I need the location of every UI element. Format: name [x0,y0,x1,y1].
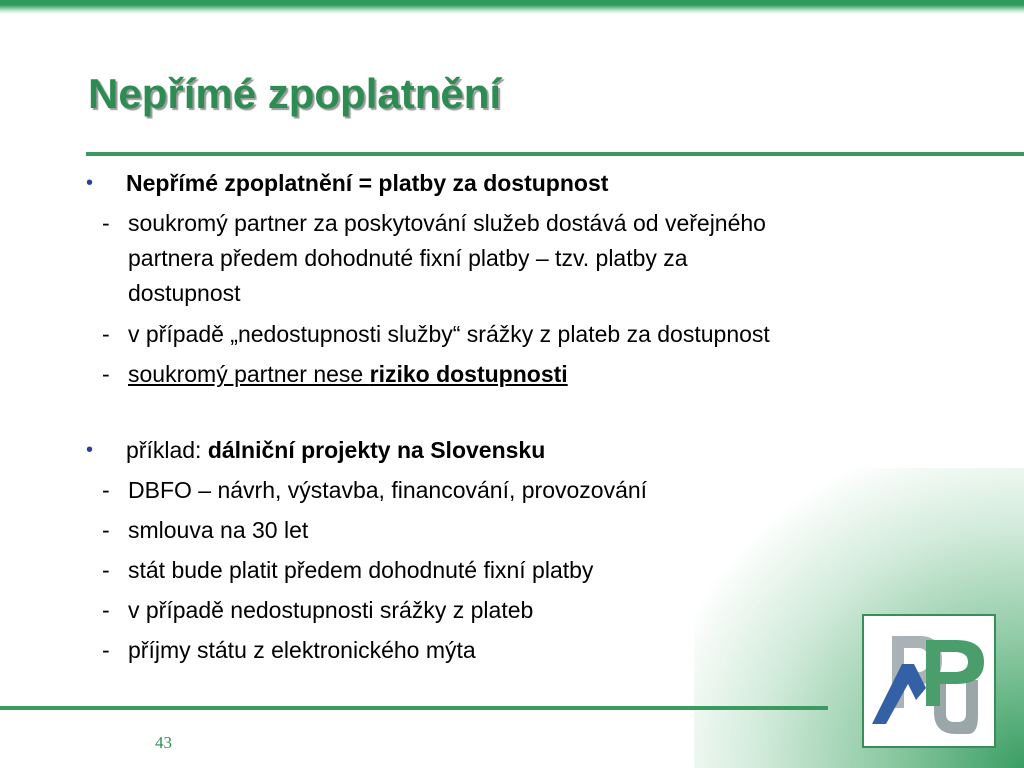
logo-graphic [864,616,994,746]
top-band [0,0,1024,14]
sub-item-text: DBFO – návrh, výstavba, financování, provozování [128,477,648,503]
sub-item [86,473,946,507]
sub-item-line: dostupnost [128,280,241,306]
sub-item-text [128,361,568,387]
slide-title: Nepřímé zpoplatnění [88,70,502,117]
sub-item-text: stát bude platit předem dohodnuté fixní platby [128,557,594,583]
footer-divider [0,706,828,710]
bullet-1-text: Nepřímé zpoplatnění = platby za dostupnost [126,170,609,196]
sub-item [86,553,946,587]
bullet-2 [86,433,946,467]
sub-item-text: smlouva na 30 let [128,517,309,543]
sub-item-bold: riziko dostupnosti [369,361,568,387]
sub-item [86,357,946,391]
sub-item [86,593,946,627]
sub-item-text: příjmy státu z elektronického mýta [128,637,476,663]
dash-icon: - [102,361,110,387]
page-number: 43 [155,733,172,752]
sub-item [86,513,946,547]
dash-icon: - [102,637,110,663]
sub-item-text [128,210,766,306]
bullet-1 [86,166,946,200]
dash-icon: - [102,557,110,583]
dash-icon: - [102,210,110,236]
dash-icon: - [102,477,110,503]
dash-icon: - [102,321,110,347]
title-divider [86,152,1024,156]
dash-icon: - [102,517,110,543]
sub-item-text: v případě „nedostupnosti služby“ srážky z plateb za dostupnost [128,321,770,347]
slide-content [86,166,946,667]
bullet-icon: • [86,172,94,194]
sub-item [86,206,946,311]
bullet-icon: • [86,439,94,461]
sub-item [86,633,946,667]
sub-item-line: partnera předem dohodnuté fixní platby – tzv. platby za [128,245,688,271]
sub-item-text: v případě nedostupnosti srážky z plateb [128,597,534,623]
app-logo-icon [862,614,996,748]
spacer [86,391,946,421]
bullet-2-prefix: příklad: [126,437,208,463]
bullet-2-bold: dálniční projekty na Slovensku [207,437,546,463]
sub-item-plain: soukromý partner nese [128,361,370,387]
sub-item [86,317,946,351]
dash-icon: - [102,597,110,623]
sub-item-line: soukromý partner za poskytování služeb dostává od veřejného [128,210,766,236]
